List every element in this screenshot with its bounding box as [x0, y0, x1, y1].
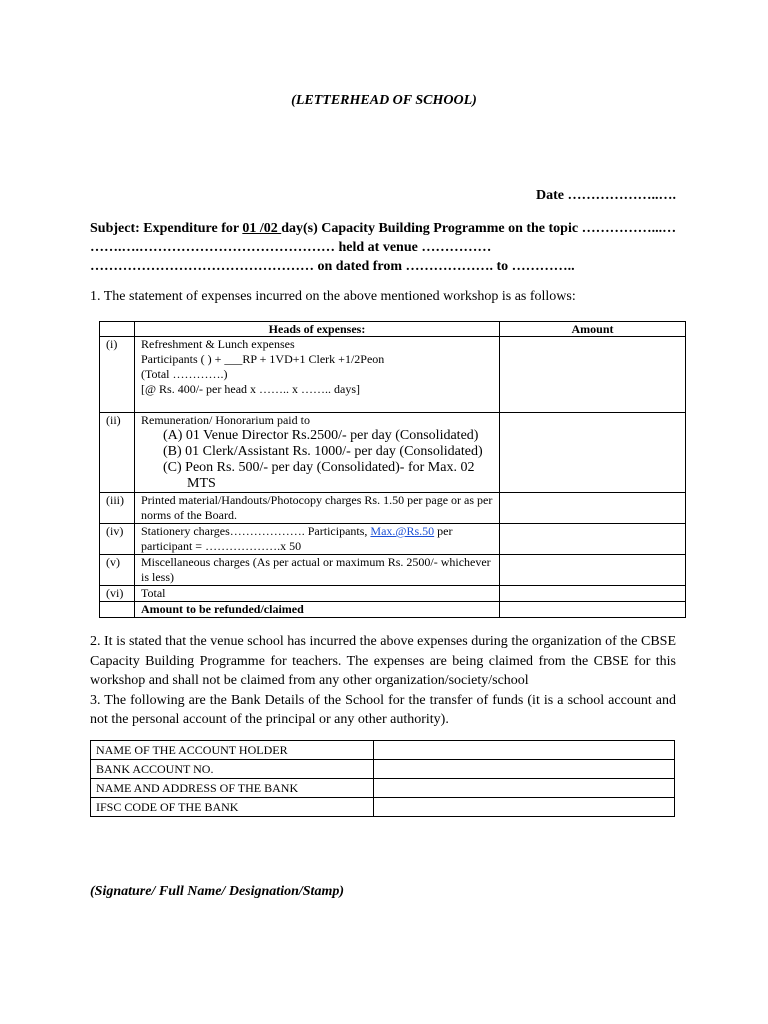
expense-line: Participants ( ) + ___RP + 1VD+1 Clerk +1/2Peon	[141, 352, 385, 366]
subject-suffix: day(s) Capacity Building Programme on the topic ……………...…	[281, 221, 677, 236]
letterhead-title: (LETTERHEAD OF SCHOOL)	[291, 93, 477, 108]
remuneration-item-c-cont: MTS	[187, 476, 216, 491]
bank-row	[91, 779, 675, 798]
remuneration-item-c: (C) Peon Rs. 500/- per day (Consolidated)- for Max. 02	[163, 460, 475, 475]
expense-title: Refreshment & Lunch expenses	[141, 337, 295, 351]
bank-row	[91, 760, 675, 779]
bank-value-cell[interactable]	[374, 798, 675, 817]
row-num: (i)	[100, 337, 135, 413]
expense-description: Printed material/Handouts/Photocopy charges Rs. 1.50 per page or as per norms of the Board.	[135, 493, 500, 524]
subject-line-3: ………………………………………… on dated from ………………. to …………..	[90, 259, 575, 274]
amount-cell[interactable]	[500, 493, 686, 524]
bank-row	[91, 741, 675, 760]
bank-value-cell[interactable]	[374, 741, 675, 760]
bank-label: IFSC CODE OF THE BANK	[91, 798, 374, 817]
expense-description	[135, 337, 500, 413]
bank-label: NAME AND ADDRESS OF THE BANK	[91, 779, 374, 798]
bank-label: NAME OF THE ACCOUNT HOLDER	[91, 741, 374, 760]
max-rate-link[interactable]: Max.@Rs.50	[370, 524, 435, 538]
bank-details-table	[90, 740, 675, 817]
date-line: Date ………………..….	[536, 188, 676, 203]
subject-days: 01 /02	[242, 221, 282, 236]
bank-row	[91, 798, 675, 817]
subject-block	[90, 219, 680, 276]
signature-line: (Signature/ Full Name/ Designation/Stamp)	[90, 884, 344, 899]
amount-cell[interactable]	[500, 602, 686, 618]
bank-value-cell[interactable]	[374, 779, 675, 798]
remuneration-item-b: (B) 01 Clerk/Assistant Rs. 1000/- per day (Consolidated)	[163, 444, 483, 459]
row-num	[100, 602, 135, 618]
expense-title: Remuneration/ Honorarium paid to	[141, 413, 310, 427]
row-num: (ii)	[100, 413, 135, 493]
amount-cell[interactable]	[500, 337, 686, 413]
expense-description	[135, 413, 500, 493]
amount-cell[interactable]	[500, 586, 686, 602]
row-num: (iii)	[100, 493, 135, 524]
declaration-text	[90, 632, 676, 730]
stationery-text-b: per participant = ……………….x 50	[141, 524, 453, 553]
subject-prefix: Subject: Expenditure for	[90, 221, 243, 236]
row-num: (vi)	[100, 586, 135, 602]
expense-line: [@ Rs. 400/- per head x …….. x …….. days]	[141, 382, 361, 396]
subject-line-1	[90, 219, 680, 238]
amount-cell[interactable]	[500, 524, 686, 555]
expenses-table	[99, 321, 686, 618]
remuneration-item-a: (A) 01 Venue Director Rs.2500/- per day (Consolidated)	[163, 428, 479, 443]
expense-description	[135, 524, 500, 555]
header-amount: Amount	[500, 322, 686, 337]
row-num: (iv)	[100, 524, 135, 555]
expenses-header-row	[100, 322, 686, 337]
amount-cell[interactable]	[500, 413, 686, 493]
expense-description: Total	[135, 586, 500, 602]
expense-row-vi	[100, 586, 686, 602]
stationery-text-a: Stationery charges………………. Participants,	[141, 524, 371, 538]
header-num-cell	[100, 322, 135, 337]
header-heads: Heads of expenses:	[135, 322, 500, 337]
expense-row-i	[100, 337, 686, 413]
expense-line: (Total ………….)	[141, 367, 228, 381]
expense-row-refund	[100, 602, 686, 618]
expense-row-iv	[100, 524, 686, 555]
expense-description: Amount to be refunded/claimed	[135, 602, 500, 618]
statement-intro: 1. The statement of expenses incurred on the above mentioned workshop is as follows:	[90, 289, 576, 304]
expense-description: Miscellaneous charges (As per actual or maximum Rs. 2500/- whichever is less)	[135, 555, 500, 586]
expense-row-iii	[100, 493, 686, 524]
bank-label: BANK ACCOUNT NO.	[91, 760, 374, 779]
amount-cell[interactable]	[500, 555, 686, 586]
para-3: 3. The following are the Bank Details of the School for the transfer of funds (it is a school account and not the personal account of the principal or any other authority).	[90, 692, 676, 727]
para-2: 2. It is stated that the venue school has incurred the above expenses during the organization of the CBSE Capacity Building Programme for teachers. The expenses are being claimed from the CBSE for this workshop and shall not be claimed from any other organization/society/school	[90, 634, 676, 688]
subject-line-2: …….….…………………………………… held at venue ……………	[90, 240, 492, 255]
expense-row-v	[100, 555, 686, 586]
row-num: (v)	[100, 555, 135, 586]
expense-row-ii	[100, 413, 686, 493]
bank-value-cell[interactable]	[374, 760, 675, 779]
